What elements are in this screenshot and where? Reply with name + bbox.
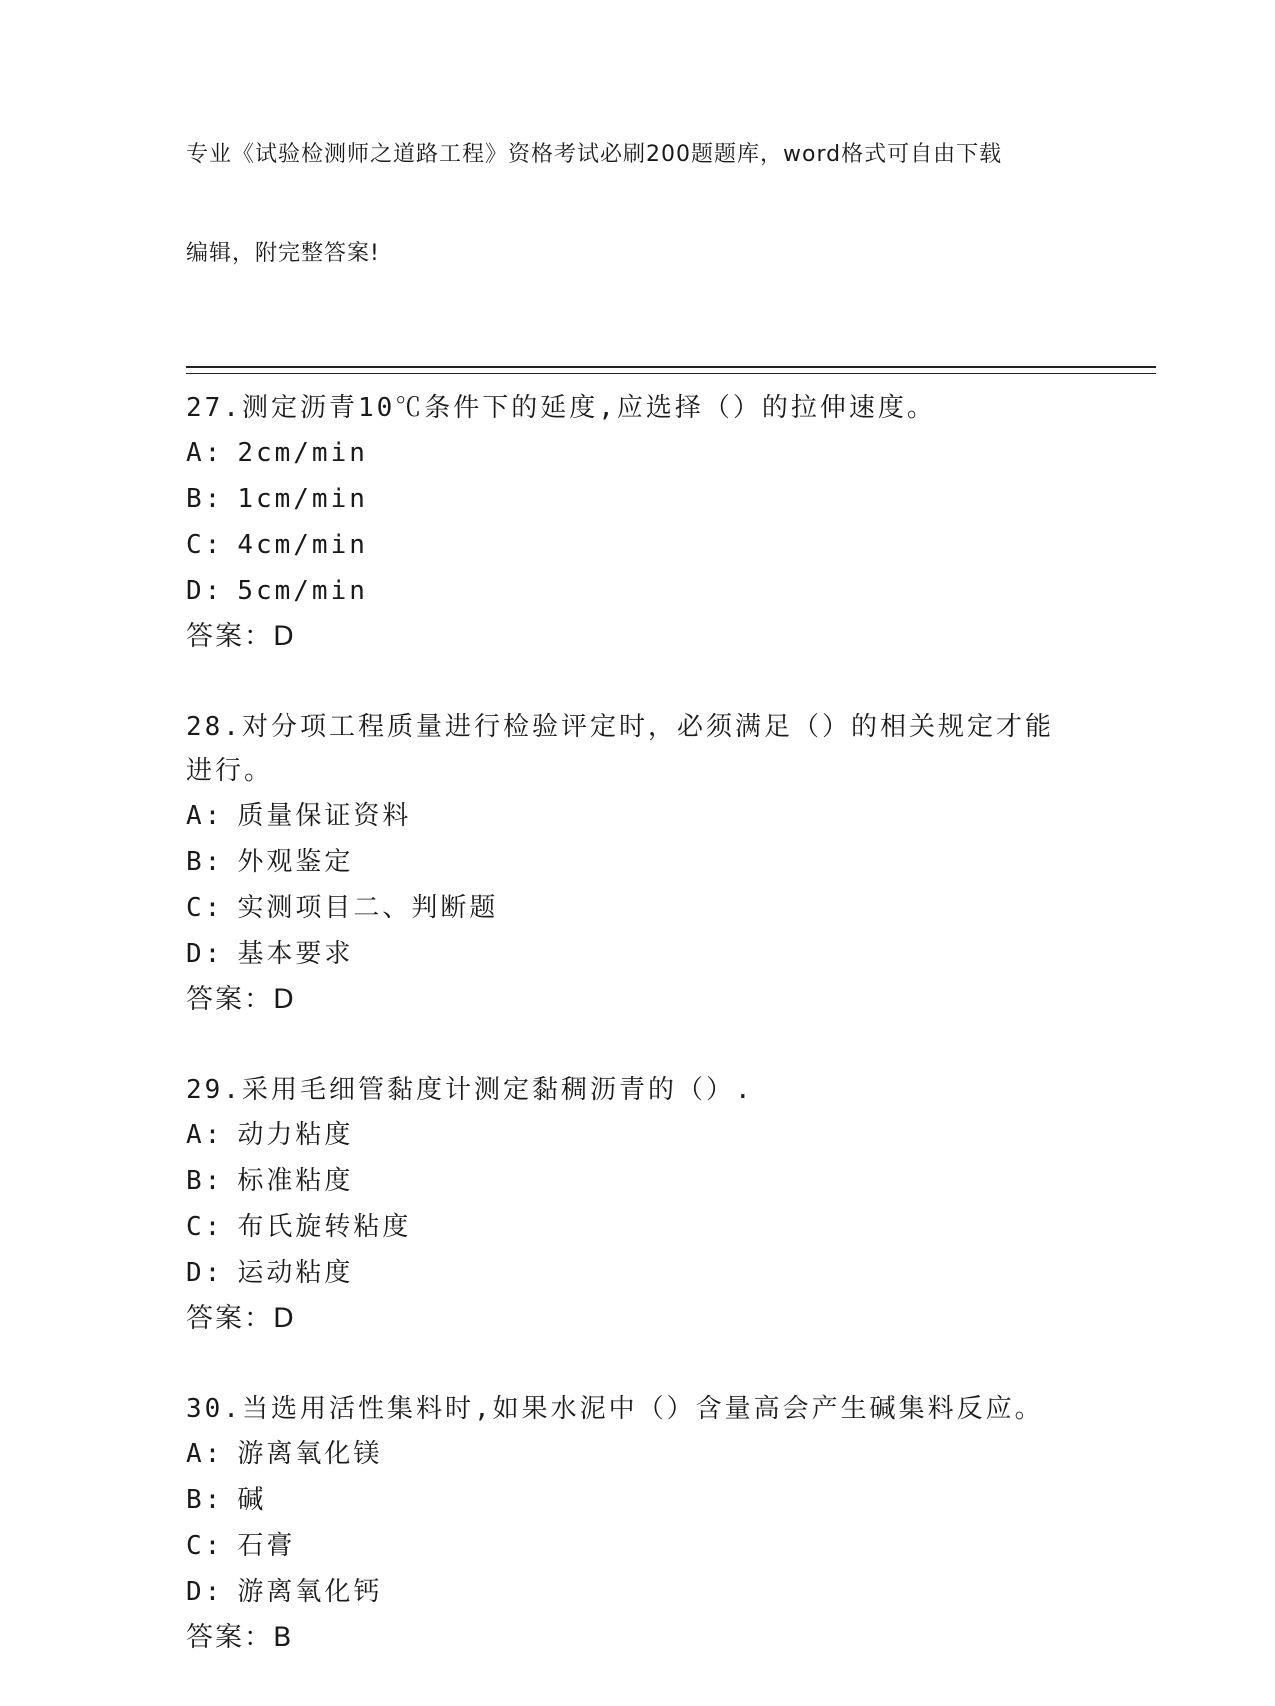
answer-line: [186, 614, 1156, 660]
answer-line: [186, 977, 1156, 1023]
option-b: [186, 476, 1156, 522]
option-label: B:: [186, 484, 224, 514]
document-page: [186, 72, 1156, 1706]
answer-line: [186, 1296, 1156, 1342]
option-d: [186, 931, 1156, 977]
option-text: 基本要求: [237, 939, 354, 969]
option-c: [186, 1204, 1156, 1250]
option-text: 布氏旋转粘度: [237, 1212, 412, 1242]
question-29: [186, 1068, 1156, 1342]
option-d: [186, 568, 1156, 614]
option-label: A:: [186, 1120, 224, 1150]
option-label: A:: [186, 438, 224, 468]
option-c: [186, 885, 1156, 931]
question-30: [186, 1387, 1156, 1661]
answer-value: D: [273, 984, 296, 1015]
header-line-2: 编辑，附完整答案!: [186, 241, 380, 266]
question-stem: 28.对分项工程质量进行检验评定时，必须满足（）的相关规定才能进行。: [186, 712, 1054, 786]
answer-prefix: 答案：: [186, 984, 273, 1015]
option-a: [186, 793, 1156, 839]
option-text: 运动粘度: [237, 1258, 354, 1288]
option-a: [186, 1112, 1156, 1158]
option-c: [186, 522, 1156, 568]
option-text: 游离氧化镁: [237, 1439, 383, 1469]
answer-prefix: 答案：: [186, 621, 273, 652]
option-c: [186, 1523, 1156, 1569]
question-list: [186, 386, 1156, 1661]
option-text: 标准粘度: [237, 1166, 354, 1196]
option-label: A:: [186, 1439, 224, 1469]
option-label: C:: [186, 893, 224, 923]
option-text: 游离氧化钙: [237, 1577, 383, 1607]
question-28: [186, 705, 1156, 1023]
option-b: [186, 1158, 1156, 1204]
option-text: 石膏: [237, 1531, 296, 1561]
option-text: 实测项目二、判断题: [237, 893, 499, 923]
option-text: 2cm/min: [237, 438, 368, 468]
option-text: 动力粘度: [237, 1120, 354, 1150]
option-text: 外观鉴定: [237, 847, 354, 877]
option-b: [186, 839, 1156, 885]
answer-prefix: 答案：: [186, 1622, 273, 1653]
question-27: [186, 386, 1156, 660]
option-label: D:: [186, 1577, 224, 1607]
option-label: C:: [186, 1531, 224, 1561]
document-header: [186, 72, 1066, 336]
question-stem: 29.采用毛细管黏度计测定黏稠沥青的（）.: [186, 1075, 754, 1105]
option-label: C:: [186, 1212, 224, 1242]
answer-value: D: [273, 621, 296, 652]
option-a: [186, 430, 1156, 476]
answer-value: D: [273, 1303, 296, 1334]
option-label: A:: [186, 801, 224, 831]
option-text: 质量保证资料: [237, 801, 412, 831]
option-label: D:: [186, 576, 224, 606]
option-d: [186, 1569, 1156, 1615]
option-label: C:: [186, 530, 224, 560]
option-label: B:: [186, 1166, 224, 1196]
option-b: [186, 1477, 1156, 1523]
option-text: 碱: [237, 1485, 267, 1515]
answer-prefix: 答案：: [186, 1303, 273, 1334]
answer-line: [186, 1615, 1156, 1661]
option-text: 5cm/min: [237, 576, 368, 606]
option-label: B:: [186, 1485, 224, 1515]
option-a: [186, 1431, 1156, 1477]
question-stem: 27.测定沥青10℃条件下的延度,应选择（）的拉伸速度。: [186, 393, 936, 423]
option-label: D:: [186, 939, 224, 969]
header-divider: [186, 366, 1156, 374]
option-text: 1cm/min: [237, 484, 368, 514]
question-stem: 30.当选用活性集料时,如果水泥中（）含量高会产生碱集料反应。: [186, 1394, 1044, 1424]
option-label: D:: [186, 1258, 224, 1288]
option-text: 4cm/min: [237, 530, 368, 560]
option-label: B:: [186, 847, 224, 877]
option-d: [186, 1250, 1156, 1296]
header-line-1: 专业《试验检测师之道路工程》资格考试必刷200题题库，word格式可自由下载: [186, 142, 1003, 167]
answer-value: B: [273, 1622, 294, 1653]
